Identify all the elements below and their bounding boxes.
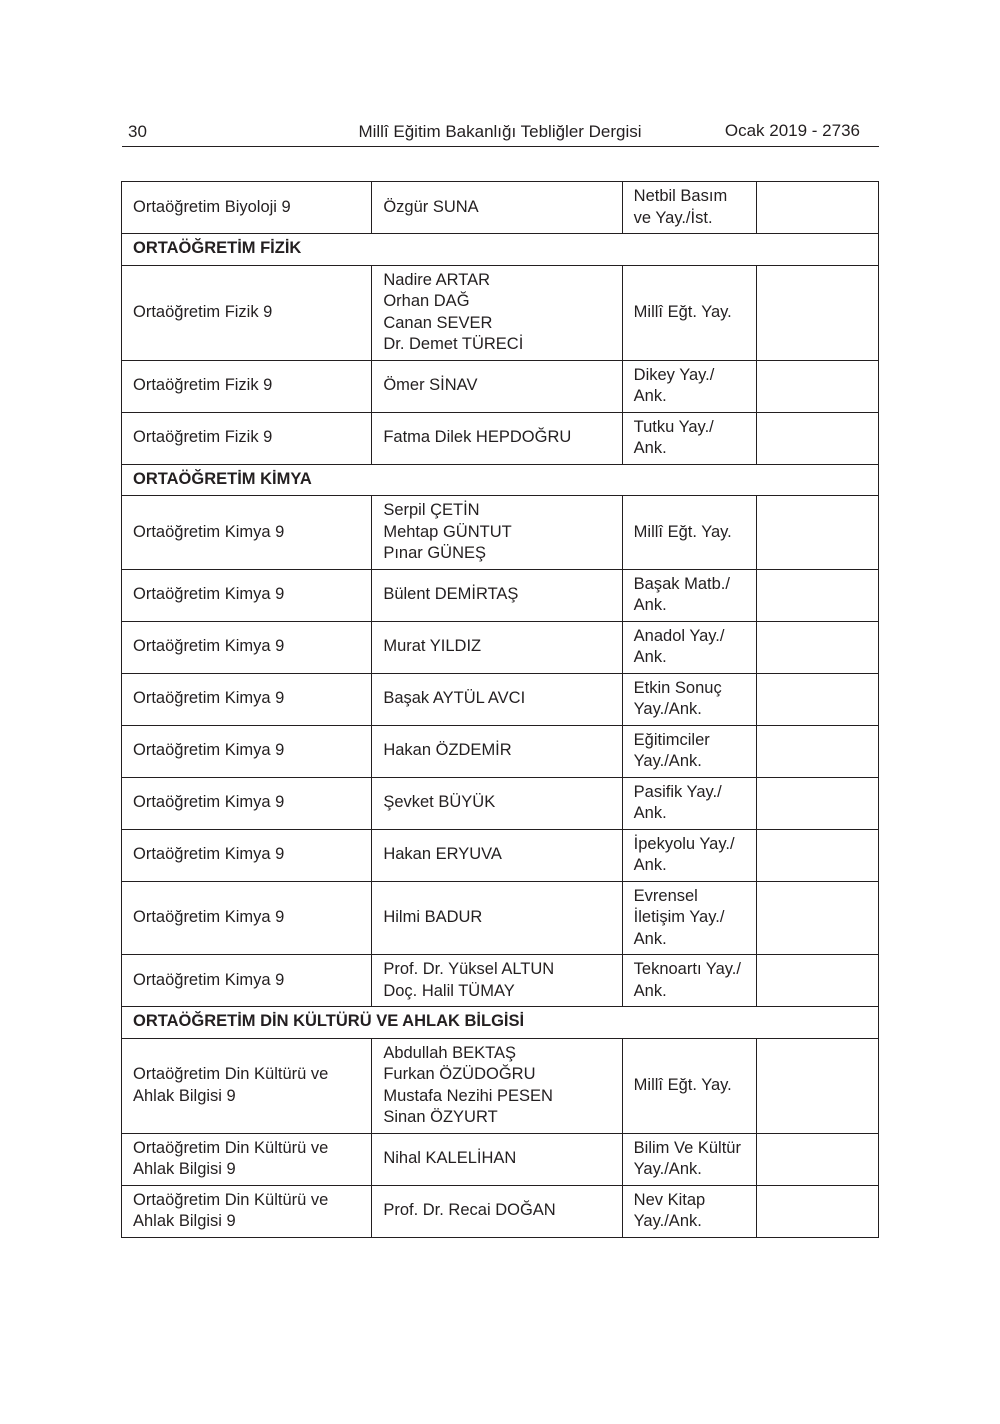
authors-cell-line: Furkan ÖZÜDOĞRU — [383, 1065, 536, 1083]
authors-cell — [372, 360, 622, 412]
book-title-cell-line: Ortaöğretim Kimya 9 — [133, 637, 285, 656]
book-title-cell — [122, 881, 372, 955]
publisher-cell-line: Pasifik Yay./ — [633, 782, 722, 801]
authors-cell-line: Başak AYTÜL AVCI — [383, 689, 526, 708]
publisher-cell — [622, 496, 756, 570]
publisher-cell-line: Yay./Ank. — [633, 752, 702, 770]
authors-cell — [372, 265, 622, 360]
book-title-cell-line: Ortaöğretim Kimya 9 — [133, 908, 285, 926]
table-row — [122, 673, 879, 725]
book-title-cell — [122, 360, 372, 412]
header-rule — [122, 146, 879, 147]
empty-cell — [756, 881, 878, 955]
authors-cell-line: Serpil ÇETİN — [383, 501, 480, 519]
authors-cell — [372, 955, 622, 1007]
table-row — [122, 265, 879, 360]
table-body — [122, 182, 879, 1238]
book-title-cell-line: Ortaöğretim Din Kültürü ve — [133, 1190, 329, 1209]
authors-cell-line: Doç. Halil TÜMAY — [383, 981, 515, 1000]
authors-cell-line: Murat YILDIZ — [383, 637, 482, 656]
authors-cell-line: Hilmi BADUR — [383, 908, 483, 926]
book-title-cell-line: Ortaöğretim Kimya 9 — [133, 970, 285, 989]
authors-cell — [372, 496, 622, 570]
book-title-cell-line: Ahlak Bilgisi 9 — [133, 1086, 236, 1105]
table-row — [122, 621, 879, 673]
table-row — [122, 1133, 879, 1185]
book-title-cell — [122, 621, 372, 673]
empty-cell — [756, 725, 878, 777]
book-title-cell-line: Ortaöğretim Biyoloji 9 — [133, 197, 291, 216]
table-row — [122, 881, 879, 955]
book-title-cell-line: Ortaöğretim Fizik 9 — [133, 302, 273, 321]
book-title-cell-line: Ortaöğretim Din Kültürü ve — [133, 1138, 329, 1157]
empty-cell — [756, 829, 878, 881]
authors-cell — [372, 777, 622, 829]
publisher-cell — [622, 1038, 756, 1133]
book-title-cell-line: Ortaöğretim Kimya 9 — [133, 689, 285, 708]
publisher-cell — [622, 182, 756, 234]
book-title-cell-line: Ortaöğretim Fizik 9 — [133, 376, 273, 395]
publisher-cell-line: Anadol Yay./ — [633, 626, 725, 645]
book-title-cell — [122, 829, 372, 881]
table-row — [122, 496, 879, 570]
publisher-cell — [622, 1133, 756, 1185]
empty-cell — [756, 777, 878, 829]
table-row — [122, 182, 879, 234]
authors-cell — [372, 1038, 622, 1133]
empty-cell — [756, 182, 878, 234]
publisher-cell-line: ve Yay./İst. — [633, 208, 713, 227]
publisher-cell-line: Ank. — [633, 856, 667, 874]
publisher-cell — [622, 621, 756, 673]
book-title-cell — [122, 1133, 372, 1185]
publisher-cell — [622, 569, 756, 621]
book-title-cell — [122, 777, 372, 829]
authors-cell-line: Nadire ARTAR — [383, 270, 491, 289]
publisher-cell-line: Yay./Ank. — [633, 1160, 702, 1178]
publisher-cell-line: Ank. — [633, 387, 667, 405]
authors-cell-line: Bülent DEMİRTAŞ — [383, 585, 519, 604]
publisher-cell-line: Ank. — [633, 596, 667, 614]
publisher-cell-line: Eğitimciler — [633, 730, 710, 749]
page-number: 30 — [128, 122, 147, 141]
book-title-cell-line: Ahlak Bilgisi 9 — [133, 1160, 236, 1178]
book-title-cell — [122, 496, 372, 570]
authors-cell — [372, 829, 622, 881]
publisher-cell-line: İletişim Yay./ — [633, 908, 725, 926]
publisher-cell-line: Millî Eğt. Yay. — [633, 522, 732, 541]
authors-cell-line: Sinan ÖZYURT — [383, 1108, 498, 1126]
table-row — [122, 829, 879, 881]
book-title-cell — [122, 265, 372, 360]
empty-cell — [756, 569, 878, 621]
authors-cell — [372, 1133, 622, 1185]
authors-cell-line: Hakan ERYUVA — [383, 845, 502, 864]
authors-cell-line: Prof. Dr. Recai DOĞAN — [383, 1201, 556, 1220]
table-row — [122, 569, 879, 621]
publisher-cell — [622, 777, 756, 829]
authors-cell-line: Abdullah BEKTAŞ — [383, 1043, 517, 1062]
publisher-cell-line: Millî Eğt. Yay. — [633, 302, 732, 321]
publisher-cell-line: Evrensel — [633, 886, 698, 905]
publisher-cell-line: Netbil Basım — [633, 187, 728, 205]
publisher-cell-line: Dikey Yay./ — [633, 365, 715, 384]
authors-cell-line: Ömer SİNAV — [383, 376, 478, 395]
authors-cell-line: Dr. Demet TÜRECİ — [383, 335, 524, 353]
table-row — [122, 725, 879, 777]
table-row — [122, 412, 879, 464]
publisher-cell-line: Ank. — [633, 981, 667, 1000]
authors-cell-line: Nihal KALELİHAN — [383, 1149, 517, 1168]
authors-cell-line: Prof. Dr. Yüksel ALTUN — [383, 960, 555, 978]
publisher-cell — [622, 673, 756, 725]
publisher-cell — [622, 1185, 756, 1237]
publisher-cell-line: Ank. — [633, 929, 667, 948]
authors-cell-line: Mehtap GÜNTUT — [383, 522, 512, 541]
table-row — [122, 777, 879, 829]
publisher-cell-line: Bilim Ve Kültür — [633, 1138, 741, 1157]
empty-cell — [756, 496, 878, 570]
section-title: ORTAÖĞRETİM FİZİK — [122, 234, 879, 266]
publisher-cell-line: Teknoartı Yay./ — [633, 960, 741, 978]
authors-cell — [372, 673, 622, 725]
book-title-cell — [122, 182, 372, 234]
book-title-cell-line: Ortaöğretim Kimya 9 — [133, 793, 285, 812]
empty-cell — [756, 1038, 878, 1133]
table-row — [122, 1185, 879, 1237]
publisher-cell-line: Millî Eğt. Yay. — [633, 1075, 732, 1094]
publisher-cell-line: Başak Matb./ — [633, 574, 730, 593]
authors-cell-line: Hakan ÖZDEMİR — [383, 741, 512, 760]
book-title-cell — [122, 569, 372, 621]
empty-cell — [756, 360, 878, 412]
authors-cell-line: Pınar GÜNEŞ — [383, 544, 487, 562]
empty-cell — [756, 1185, 878, 1237]
publisher-cell-line: Ank. — [633, 648, 667, 666]
issue-label: Ocak 2019 - 2736 — [724, 121, 860, 140]
authors-cell — [372, 881, 622, 955]
book-title-cell-line: Ortaöğretim Kimya 9 — [133, 845, 285, 864]
book-title-cell-line: Ahlak Bilgisi 9 — [133, 1212, 236, 1230]
publisher-cell-line: Etkin Sonuç — [633, 678, 722, 697]
book-title-cell-line: Ortaöğretim Kimya 9 — [133, 585, 285, 604]
journal-title: Millî Eğitim Bakanlığı Tebliğler Dergisi — [358, 122, 642, 141]
empty-cell — [756, 1133, 878, 1185]
authors-cell-line: Şevket BÜYÜK — [383, 793, 496, 812]
authors-cell-line: Canan SEVER — [383, 313, 493, 332]
authors-cell — [372, 412, 622, 464]
textbook-table — [121, 181, 879, 1238]
publisher-cell — [622, 881, 756, 955]
book-title-cell-line: Ortaöğretim Fizik 9 — [133, 428, 273, 447]
section-header-row — [122, 234, 879, 266]
empty-cell — [756, 955, 878, 1007]
section-header-row — [122, 464, 879, 496]
publisher-cell-line: Yay./Ank. — [633, 700, 702, 718]
empty-cell — [756, 412, 878, 464]
empty-cell — [756, 621, 878, 673]
book-title-cell — [122, 673, 372, 725]
publisher-cell — [622, 955, 756, 1007]
publisher-cell-line: Tutku Yay./ — [633, 417, 714, 436]
authors-cell — [372, 621, 622, 673]
book-title-cell-line: Ortaöğretim Din Kültürü ve — [133, 1065, 329, 1083]
book-title-cell — [122, 955, 372, 1007]
table-row — [122, 1038, 879, 1133]
publisher-cell — [622, 265, 756, 360]
authors-cell-line: Özgür SUNA — [383, 197, 479, 216]
section-header-row — [122, 1007, 879, 1039]
book-title-cell — [122, 1038, 372, 1133]
publisher-cell-line: Ank. — [633, 804, 667, 822]
table-row — [122, 955, 879, 1007]
authors-cell — [372, 725, 622, 777]
authors-cell-line: Mustafa Nezihi PESEN — [383, 1086, 553, 1105]
publisher-cell-line: Ank. — [633, 439, 667, 457]
section-title: ORTAÖĞRETİM KİMYA — [122, 464, 879, 496]
empty-cell — [756, 265, 878, 360]
publisher-cell-line: İpekyolu Yay./ — [633, 834, 735, 853]
authors-cell — [372, 1185, 622, 1237]
table-row — [122, 360, 879, 412]
page-header — [122, 118, 878, 146]
publisher-cell — [622, 412, 756, 464]
authors-cell-line: Orhan DAĞ — [383, 292, 470, 310]
authors-cell — [372, 569, 622, 621]
book-title-cell — [122, 412, 372, 464]
book-title-cell-line: Ortaöğretim Kimya 9 — [133, 522, 285, 541]
publisher-cell — [622, 725, 756, 777]
authors-cell-line: Fatma Dilek HEPDOĞRU — [383, 428, 572, 447]
empty-cell — [756, 673, 878, 725]
publisher-cell-line: Nev Kitap — [633, 1190, 706, 1209]
book-title-cell — [122, 725, 372, 777]
publisher-cell — [622, 360, 756, 412]
section-title: ORTAÖĞRETİM DİN KÜLTÜRÜ VE AHLAK BİLGİSİ — [122, 1007, 879, 1039]
book-title-cell-line: Ortaöğretim Kimya 9 — [133, 741, 285, 760]
publisher-cell-line: Yay./Ank. — [633, 1212, 702, 1230]
book-title-cell — [122, 1185, 372, 1237]
authors-cell — [372, 182, 622, 234]
publisher-cell — [622, 829, 756, 881]
